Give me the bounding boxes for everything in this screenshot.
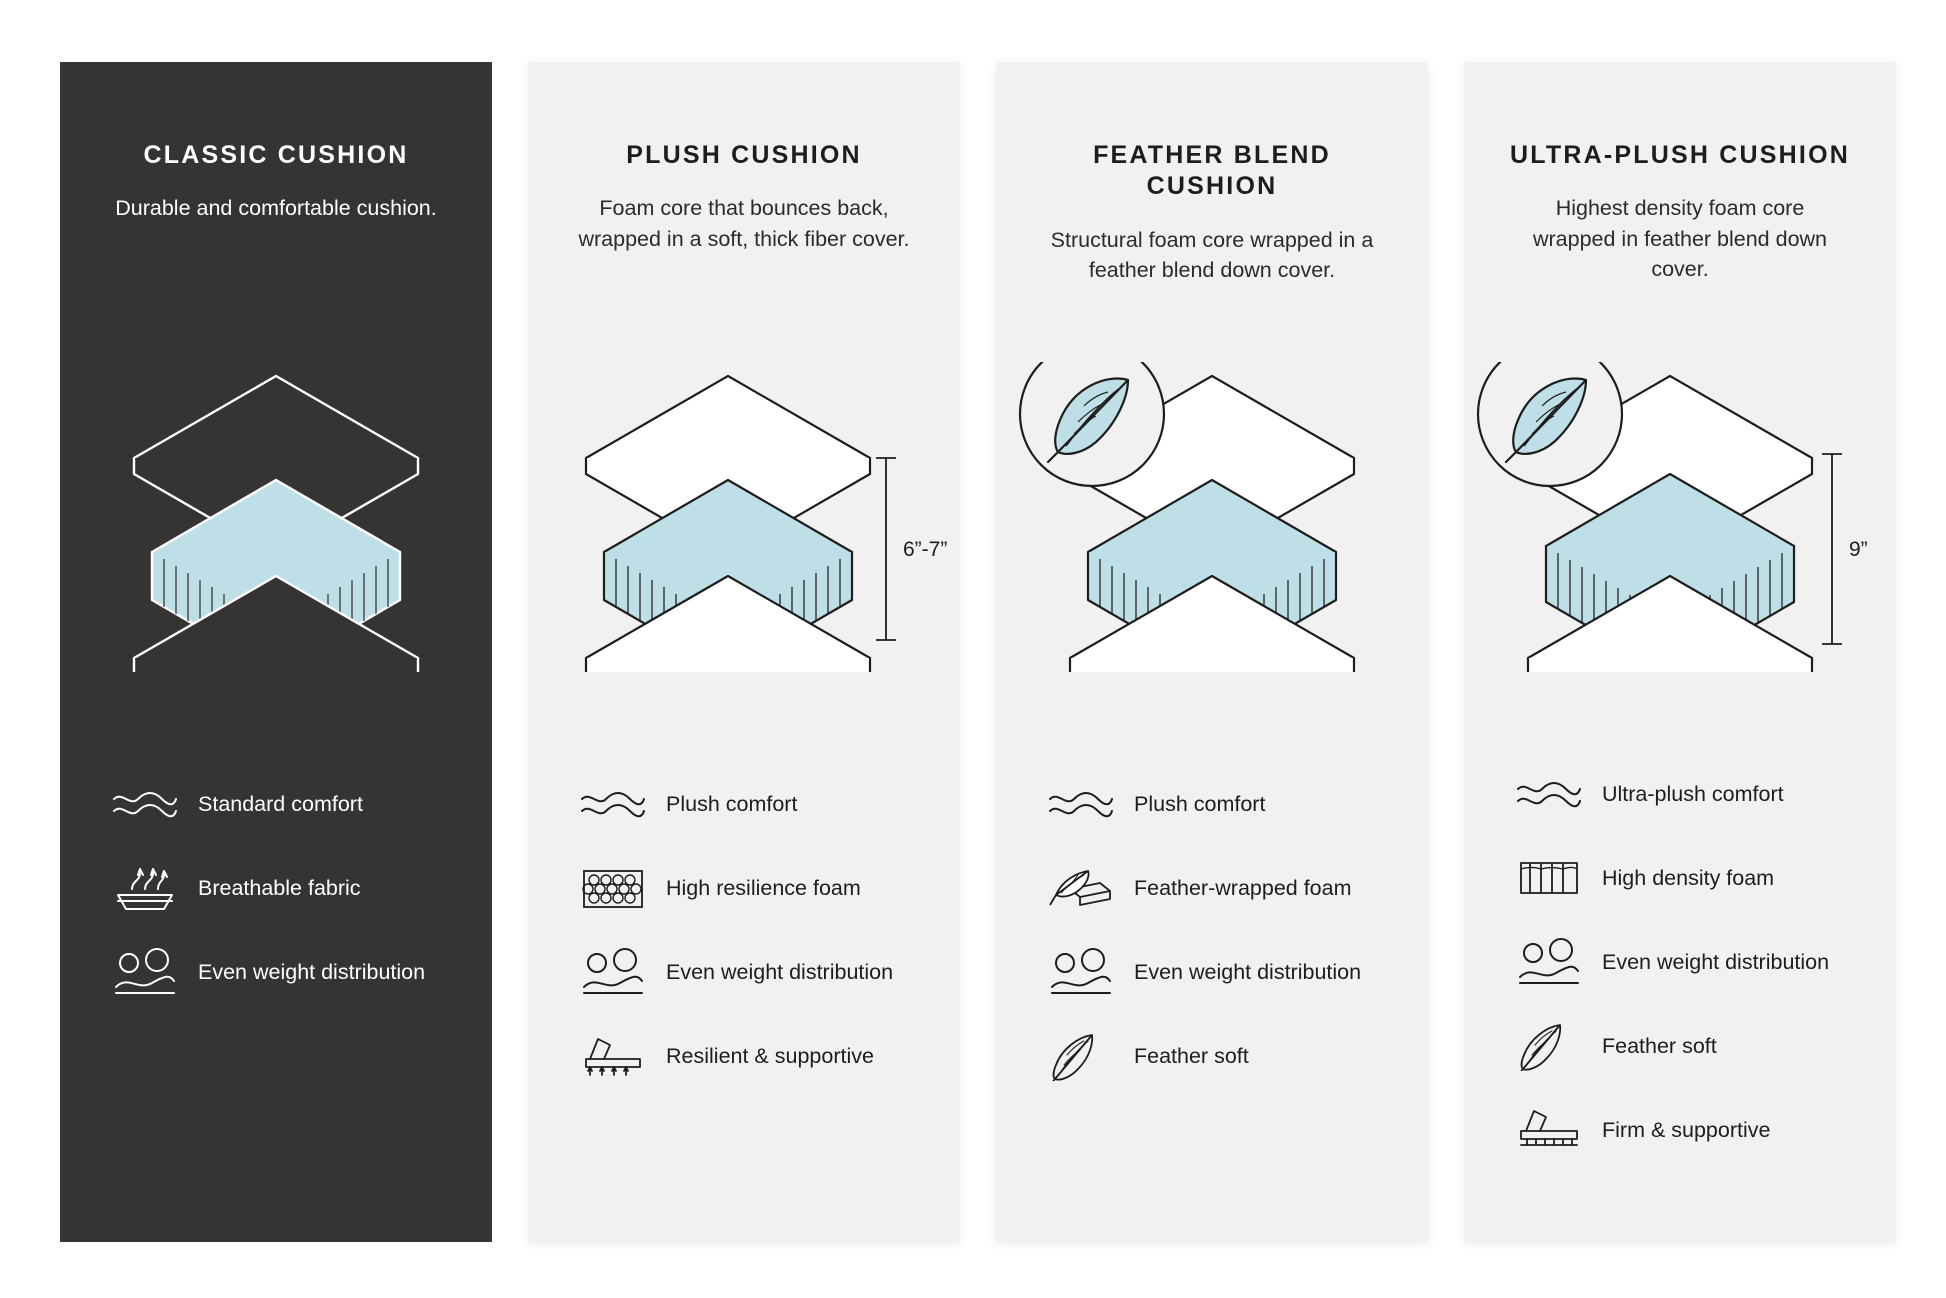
- feature-label: High density foam: [1602, 865, 1775, 890]
- feature-label: Feather soft: [1134, 1043, 1249, 1068]
- card-description: Structural foam core wrapped in a feather blend down cover.: [1050, 227, 1374, 283]
- even-weight-distribution-icon: [112, 943, 186, 1001]
- feature-label: Resilient & supportive: [666, 1043, 874, 1068]
- cushion-layers-illustration: [60, 362, 492, 672]
- card-classic-cushion: [60, 62, 492, 1242]
- feature-item: [580, 762, 920, 846]
- cushion-layers-illustration: [996, 362, 1428, 672]
- card-title: ULTRA-PLUSH CUSHION: [1510, 141, 1850, 169]
- dimension-label: 6”-7”: [903, 538, 948, 561]
- features-list: [1464, 752, 1896, 1172]
- card-title: PLUSH CUSHION: [626, 141, 862, 169]
- breathable-fabric-icon: [112, 859, 186, 917]
- feather-wrapped-foam-icon: [1048, 859, 1122, 917]
- feature-item: [1048, 846, 1388, 930]
- feature-label: Standard comfort: [198, 791, 363, 816]
- card-description: Foam core that bounces back, wrapped in a soft, thick fiber cover.: [578, 196, 910, 251]
- feature-item: [1516, 1004, 1856, 1088]
- feature-label: Plush comfort: [666, 791, 798, 816]
- features-list: [60, 762, 492, 1014]
- feature-label: Feather-wrapped foam: [1134, 875, 1352, 900]
- feature-label: Breathable fabric: [198, 875, 361, 900]
- feature-item: [580, 1014, 920, 1098]
- cushion-layers-illustration: [1464, 362, 1896, 672]
- features-list: [996, 762, 1428, 1098]
- feature-label: Plush comfort: [1134, 791, 1266, 816]
- even-weight-distribution-icon: [1048, 943, 1122, 1001]
- feature-item: [580, 930, 920, 1014]
- lounger-support-icon: [1516, 1101, 1590, 1159]
- wave-lines-icon: [112, 775, 186, 833]
- dimension-marker: [1822, 454, 1842, 644]
- wave-lines-icon: [580, 775, 654, 833]
- card-ultra-plush-cushion: [1464, 62, 1896, 1242]
- card-title: FEATHER BLEND CUSHION: [1093, 141, 1331, 201]
- card-title: CLASSIC CUSHION: [143, 141, 409, 169]
- feature-item: [112, 930, 452, 1014]
- feather-icon: [1048, 1027, 1122, 1085]
- features-list: [528, 762, 960, 1098]
- feature-label: High resilience foam: [666, 875, 861, 900]
- feature-label: Ultra-plush comfort: [1602, 781, 1784, 806]
- dimension-marker: [876, 458, 896, 640]
- feature-item: [1048, 762, 1388, 846]
- card-plush-cushion: [528, 62, 960, 1242]
- wave-lines-icon: [1048, 775, 1122, 833]
- feature-label: Even weight distribution: [1134, 959, 1362, 984]
- feature-item: [1048, 1014, 1388, 1098]
- wave-lines-icon: [1516, 765, 1590, 823]
- high-density-foam-icon: [1516, 849, 1590, 907]
- feather-icon: [1516, 1017, 1590, 1075]
- feature-label: Even weight distribution: [666, 959, 894, 984]
- cushion-layers-illustration: [528, 362, 960, 672]
- feature-item: [1516, 752, 1856, 836]
- card-feather-blend-cushion: [996, 62, 1428, 1242]
- feature-item: [1516, 836, 1856, 920]
- feature-label: Feather soft: [1602, 1033, 1717, 1058]
- feature-item: [1048, 930, 1388, 1014]
- card-description: Highest density foam core wrapped in feather blend down cover.: [1532, 196, 1828, 282]
- feature-label: Firm & supportive: [1602, 1117, 1771, 1142]
- feature-item: [580, 846, 920, 930]
- card-description: Durable and comfortable cushion.: [115, 196, 437, 221]
- feature-label: Even weight distribution: [198, 959, 426, 984]
- feature-item: [1516, 1088, 1856, 1172]
- dimension-label: 9”: [1849, 538, 1868, 561]
- feature-item: [1516, 920, 1856, 1004]
- feature-item: [112, 846, 452, 930]
- even-weight-distribution-icon: [580, 943, 654, 1001]
- feature-label: Even weight distribution: [1602, 949, 1830, 974]
- even-weight-distribution-icon: [1516, 933, 1590, 991]
- cards-row: [60, 62, 1896, 1242]
- honeycomb-foam-icon: [580, 859, 654, 917]
- lounger-support-icon: [580, 1027, 654, 1085]
- feature-item: [112, 762, 452, 846]
